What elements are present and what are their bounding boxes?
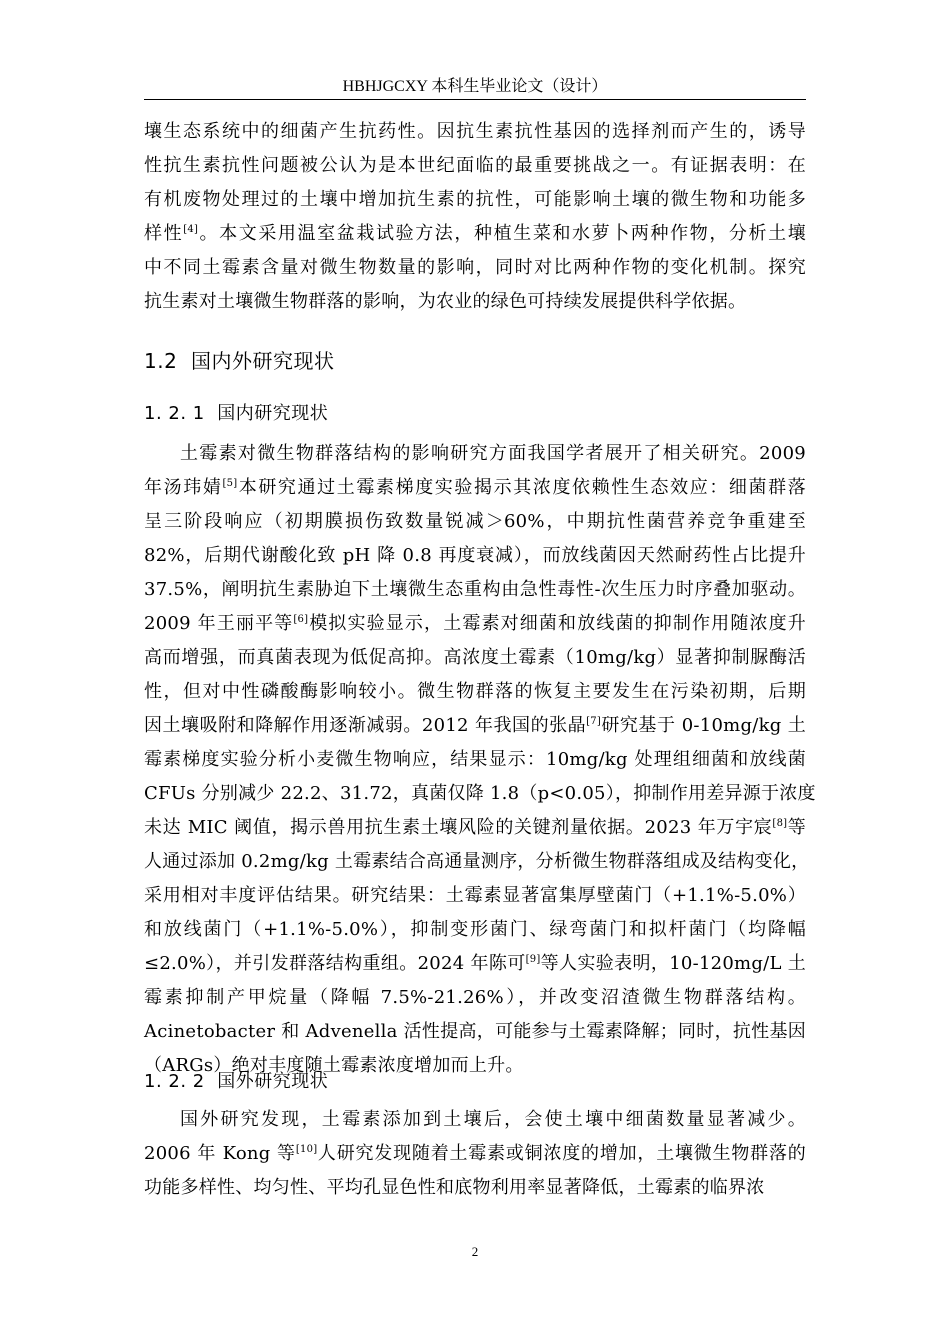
text-line: 抗生素对土壤微生物群落的影响，为农业的绿色可持续发展提供科学依据。 (144, 291, 747, 312)
subsection-number: 1. 2. 1 (144, 403, 205, 424)
text-line: 高而增强，而真菌表现为低促高抑。高浓度土霉素（10mg/kg）显著抑制脲酶活 (144, 647, 806, 668)
text-line: 壤生态系统中的细菌产生抗药性。因抗生素抗性基因的选择剂而产生的，诱导 (144, 121, 806, 142)
text-line: 霉素梯度实验分析小麦微生物响应，结果显示：10mg/kg 处理组细菌和放线菌 (144, 749, 806, 770)
text-line: 人通过添加 0.2mg/kg 土霉素结合高通量测序，分析微生物群落组成及结构变化， (144, 851, 810, 872)
header-rule (144, 99, 806, 100)
text-line: 功能多样性、均匀性、平均孔显色性和底物利用率显著降低，土霉素的临界浓 (144, 1177, 765, 1198)
text-line: 呈三阶段响应（初期膜损伤致数量锐减＞60%，中期抗性菌营养竞争重建至 (144, 511, 806, 532)
section-number: 1.2 (144, 349, 178, 373)
text-line: 2009 年王丽平等[6]模拟实验显示，土霉素对细菌和放线菌的抑制作用随浓度升 (144, 613, 807, 634)
text-line: 和放线菌门（+1.1%-5.0%），抑制变形菌门、绿弯菌门和拟杆菌门（均降幅 (144, 919, 806, 940)
citation-marker: [8] (772, 818, 788, 829)
subsection-title: 国内研究现状 (217, 403, 329, 424)
text-line: Acinetobacter 和 Advenella 活性提高，可能参与土霉素降解；同时，抗性基因 (144, 1021, 806, 1042)
subsection-heading-1-2-2 (144, 1066, 328, 1098)
text-line: 未达 MIC 阈值，揭示兽用抗生素土壤风险的关键剂量依据。2023 年万宇宸[8]等 (144, 817, 807, 838)
citation-marker: [4] (183, 224, 199, 235)
text-line: 中不同土霉素含量对微生物数量的影响，同时对比两种作物的变化机制。探究 (144, 257, 806, 278)
citation-marker: [9] (525, 954, 541, 965)
page-number: 2 (471, 1244, 479, 1259)
subsection-title: 国外研究现状 (217, 1071, 329, 1092)
text-line: 82%，后期代谢酸化致 pH 降 0.8 再度衰减），而放线菌因天然耐药性占比提升 (144, 545, 806, 566)
citation-marker: [5] (222, 478, 238, 489)
text-line: （ARGs）绝对丰度随土霉素浓度增加而上升。 (144, 1055, 524, 1076)
subsection-number: 1. 2. 2 (144, 1071, 205, 1092)
citation-marker: [7] (586, 716, 602, 727)
citation-marker: [6] (293, 614, 309, 625)
section-title: 国内外研究现状 (191, 349, 335, 373)
text-line: 样性[4]。本文采用温室盆栽试验方法，种植生菜和水萝卜两种作物，分析土壤 (144, 223, 806, 244)
text-line: 土霉素对微生物群落结构的影响研究方面我国学者展开了相关研究。2009 (180, 443, 806, 464)
text-line: 采用相对丰度评估结果。研究结果：土霉素显著富集厚壁菌门（+1.1%-5.0%） (144, 885, 806, 906)
text-line: 2006 年 Kong 等[10]人研究发现随着土霉素或铜浓度的增加，土壤微生物群落的 (144, 1143, 807, 1164)
text-line: CFUs 分别减少 22.2、31.72，真菌仅降 1.8（p<0.05），抑制作用差异源于浓度 (144, 783, 816, 804)
page-header: HBHJGCXY 本科生毕业论文（设计） (342, 78, 608, 95)
section-heading-1-2 (144, 345, 335, 377)
text-line: 37.5%，阐明抗生素胁迫下土壤微生态重构由急性毒性-次生压力时序叠加驱动。 (144, 579, 806, 600)
text-line: 国外研究发现，土霉素添加到土壤后，会使土壤中细菌数量显著减少。 (180, 1109, 806, 1130)
text-line: 霉素抑制产甲烷量（降幅 7.5%-21.26%），并改变沼渣微生物群落结构。 (144, 987, 806, 1008)
text-line: 因土壤吸附和降解作用逐渐减弱。2012 年我国的张晶[7]研究基于 0-10mg/kg 土 (144, 715, 806, 736)
text-line: ≤2.0%），并引发群落结构重组。2024 年陈可[9]等人实验表明，10-120mg/L 土 (144, 953, 806, 974)
text-line: 有机废物处理过的土壤中增加抗生素的抗性，可能影响土壤的微生物和功能多 (144, 189, 806, 210)
text-line: 年汤玮婧[5]本研究通过土霉素梯度实验揭示其浓度依赖性生态效应：细菌群落 (144, 477, 807, 498)
text-line: 性，但对中性磷酸酶影响较小。微生物群落的恢复主要发生在污染初期，后期 (144, 681, 806, 702)
subsection-heading-1-2-1 (144, 398, 328, 430)
citation-marker: [10] (295, 1144, 318, 1155)
text-line: 性抗生素抗性问题被公认为是本世纪面临的最重要挑战之一。有证据表明：在 (144, 155, 806, 176)
